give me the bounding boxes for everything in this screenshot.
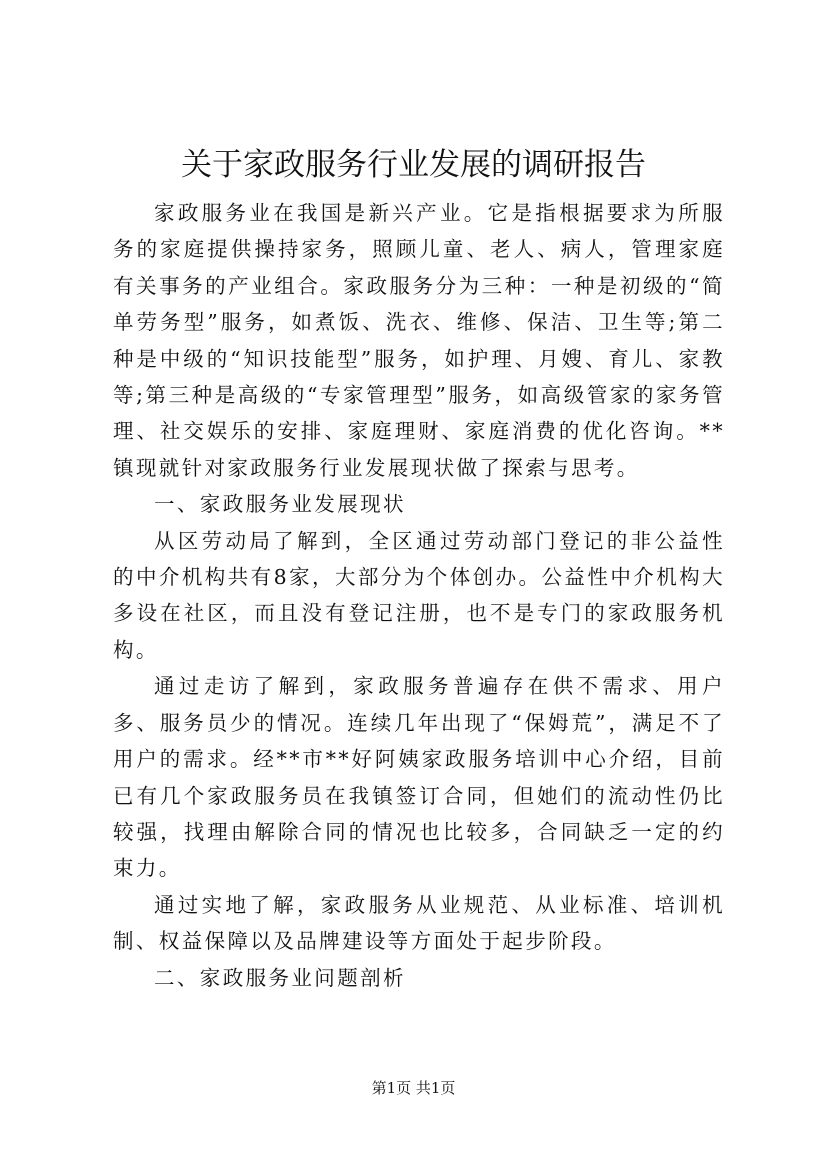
status-paragraph-2: 通过走访了解到，家政服务普遍存在供不需求、用户多、服务员少的情况。连续几年出现了“保姆荒”，满足不了用户的需求。经**市**好阿姨家政服务培训中心介绍，目前已有几个家政服务员在我镇签订合同，但她们的流动性仍比较强，找理由解除合同的情况也比较多，合同缺乏一定的约束力。 [113, 674, 725, 881]
section-heading-2: 二、家政服务业问题剖析 [154, 965, 406, 990]
status-paragraph-1: 从区劳动局了解到，全区通过劳动部门登记的非公益性的中介机构共有8家，大部分为个体创办。公益性中介机构大多设在社区，而且没有登记注册，也不是专门的家政服务机构。 [113, 528, 725, 662]
section-heading-1: 一、家政服务业发展现状 [154, 492, 406, 517]
document-title: 关于家政服务行业发展的调研报告 [181, 147, 646, 183]
status-paragraph-3: 通过实地了解，家政服务从业规范、从业标准、培训机制、权益保障以及品牌建设等方面处于起步阶段。 [113, 892, 725, 954]
page-footer: 第1页 共1页 [371, 1079, 456, 1097]
intro-paragraph: 家政服务业在我国是新兴产业。它是指根据要求为所服务的家庭提供操持家务，照顾儿童、老人、病人，管理家庭有关事务的产业组合。家政服务分为三种：一种是初级的“简单劳务型”服务，如煮饭、洗衣、维修、保洁、卫生等;第二种是中级的“知识技能型”服务，如护理、月嫂、育儿、家教等;第三种是高级的“专家管理型”服务，如高级管家的家务管理、社交娱乐的安排、家庭理财、家庭消费的优化咨询。**镇现就针对家政服务行业发展现状做了探索与思考。 [113, 201, 725, 480]
document-body [113, 195, 725, 996]
